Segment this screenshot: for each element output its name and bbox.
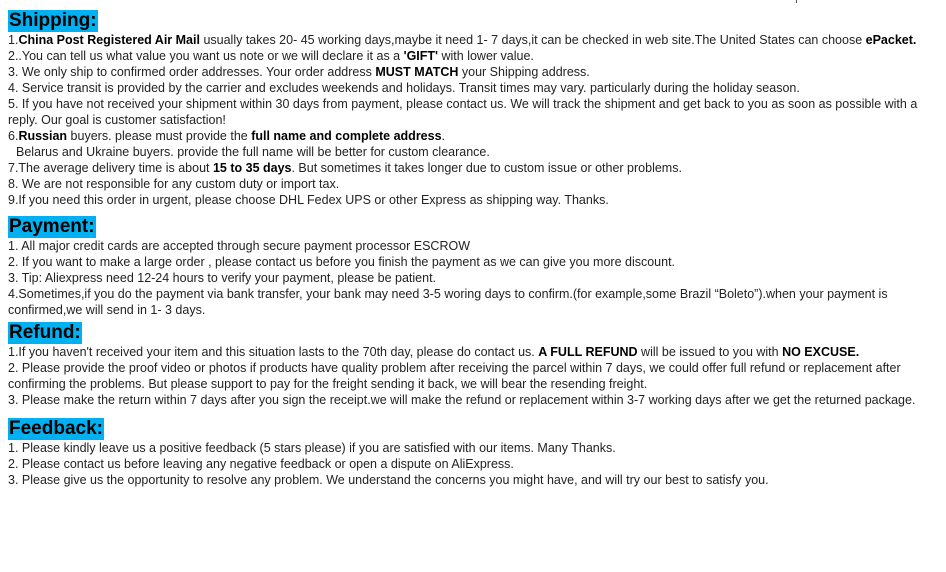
text-run: . But sometimes it takes longer due to custom issue or other problems. [291,161,682,175]
text-run: 8. We are not responsible for any custom duty or import tax. [8,177,340,191]
text-run: usually takes 20- 45 working days,maybe it need 1- 7 days,it can be checked in web site.The United States can choose [199,33,866,47]
text-run: Belarus and Ukraine buyers. provide the full name will be better for custom clearance. [16,145,490,159]
text-run: 1. [8,33,19,47]
bold-text: A FULL REFUND [538,345,638,359]
shipping-item-2 [8,48,938,64]
text-run: 3. We only ship to confirmed order addresses. Your order address [8,65,376,79]
text-run: your Shipping address. [458,65,590,79]
bold-text: NO EXCUSE. [782,345,860,359]
text-run: 2. Please provide the proof video or photos if products have quality problem after receiving the parcel within 7 days, we could offer full refund or replacement after confirming the problems. But please support to pay for the freight sending it back, we will bear the resending freight. [8,361,901,391]
refund-item-1 [8,344,938,360]
refund-section [8,322,938,408]
shipping-item-1 [8,32,938,48]
text-run: 1. All major credit cards are accepted through secure payment processor ESCROW [8,239,471,253]
text-run: buyers. please must provide the [67,129,252,143]
shipping-lines [8,32,938,208]
shipping-item-10 [8,192,938,208]
shipping-item-8 [8,160,938,176]
shipping-item-4 [8,80,938,96]
refund-item-3 [8,392,938,408]
text-run: 4. Service transit is provided by the carrier and excludes weekends and holidays. Transit times may vary. particularly during the holiday season. [8,81,800,95]
text-run: 3. Please give us the opportunity to resolve any problem. We understand the concerns you might have, and will try our best to satisfy you. [8,473,769,487]
bold-text: Russian [18,129,68,143]
bold-text: full name and complete address [251,129,442,143]
text-run: 2..You can tell us what value you want us note or we will declare it as a [8,49,404,63]
feedback-lines [8,440,938,488]
text-run: 9.If you need this order in urgent, please choose DHL Fedex UPS or other Express as shipping way. Thanks. [8,193,609,207]
shipping-item-6 [8,128,938,144]
bold-text: China Post Registered Air Mail [18,33,200,47]
bold-text: ePacket. [865,33,917,47]
text-run: 5. If you have not received your shipment within 30 days from payment, please contact us. We will track the shipment and get back to you as soon as possible with a reply. Our goal is customer satisfaction! [8,97,918,127]
feedback-heading: Feedback: [9,418,103,439]
text-run: 1. Please kindly leave us a positive feedback (5 stars please) if you are satisfied with our items. Many Thanks. [8,441,616,455]
feedback-item-2 [8,456,938,472]
shipping-item-3 [8,64,938,80]
refund-lines [8,344,938,408]
text-run: 3. Please make the return within 7 days after you sign the receipt.we will make the refund or replacement within 3-7 working days after we get the returned package. [8,393,916,407]
text-run: 1.If you haven't received your item and this situation lasts to the 70th day, please do contact us. [8,345,539,359]
text-run: 7.The average delivery time is about [8,161,213,175]
top-edge-mark [796,0,797,3]
bold-text: 15 to 35 days [212,161,292,175]
payment-item-4 [8,286,938,318]
text-run: 2. Please contact us before leaving any negative feedback or open a dispute on AliExpress. [8,457,514,471]
text-run: . [441,129,446,143]
feedback-section [8,418,938,488]
text-run: 2. If you want to make a large order , please contact us before you finish the payment as we can give you more discount. [8,255,676,269]
text-run: 4.Sometimes,if you do the payment via bank transfer, your bank may need 3-5 woring days to confirm.(for example,some Brazil “Boleto”).when your payment is confirmed,we will send in 1- 3 days. [8,287,888,317]
text-run: with lower value. [438,49,534,63]
feedback-item-1 [8,440,938,456]
text-run: 6. [8,129,19,143]
shipping-item-7 [8,144,938,160]
payment-heading: Payment: [9,216,95,237]
shipping-section [8,10,938,208]
bold-text: 'GIFT' [403,49,439,63]
feedback-item-3 [8,472,938,488]
payment-item-1 [8,238,938,254]
bold-text: MUST MATCH [375,65,459,79]
payment-item-3 [8,270,938,286]
shipping-item-9 [8,176,938,192]
shipping-item-5 [8,96,938,128]
text-run: 3. Tip: Aliexpress need 12-24 hours to verify your payment, please be patient. [8,271,437,285]
shipping-heading: Shipping: [9,10,97,31]
payment-lines [8,238,938,318]
refund-item-2 [8,360,938,392]
payment-item-2 [8,254,938,270]
payment-section [8,216,938,318]
policy-document [8,10,938,488]
text-run: will be issued to you with [637,345,783,359]
refund-heading: Refund: [9,322,81,343]
